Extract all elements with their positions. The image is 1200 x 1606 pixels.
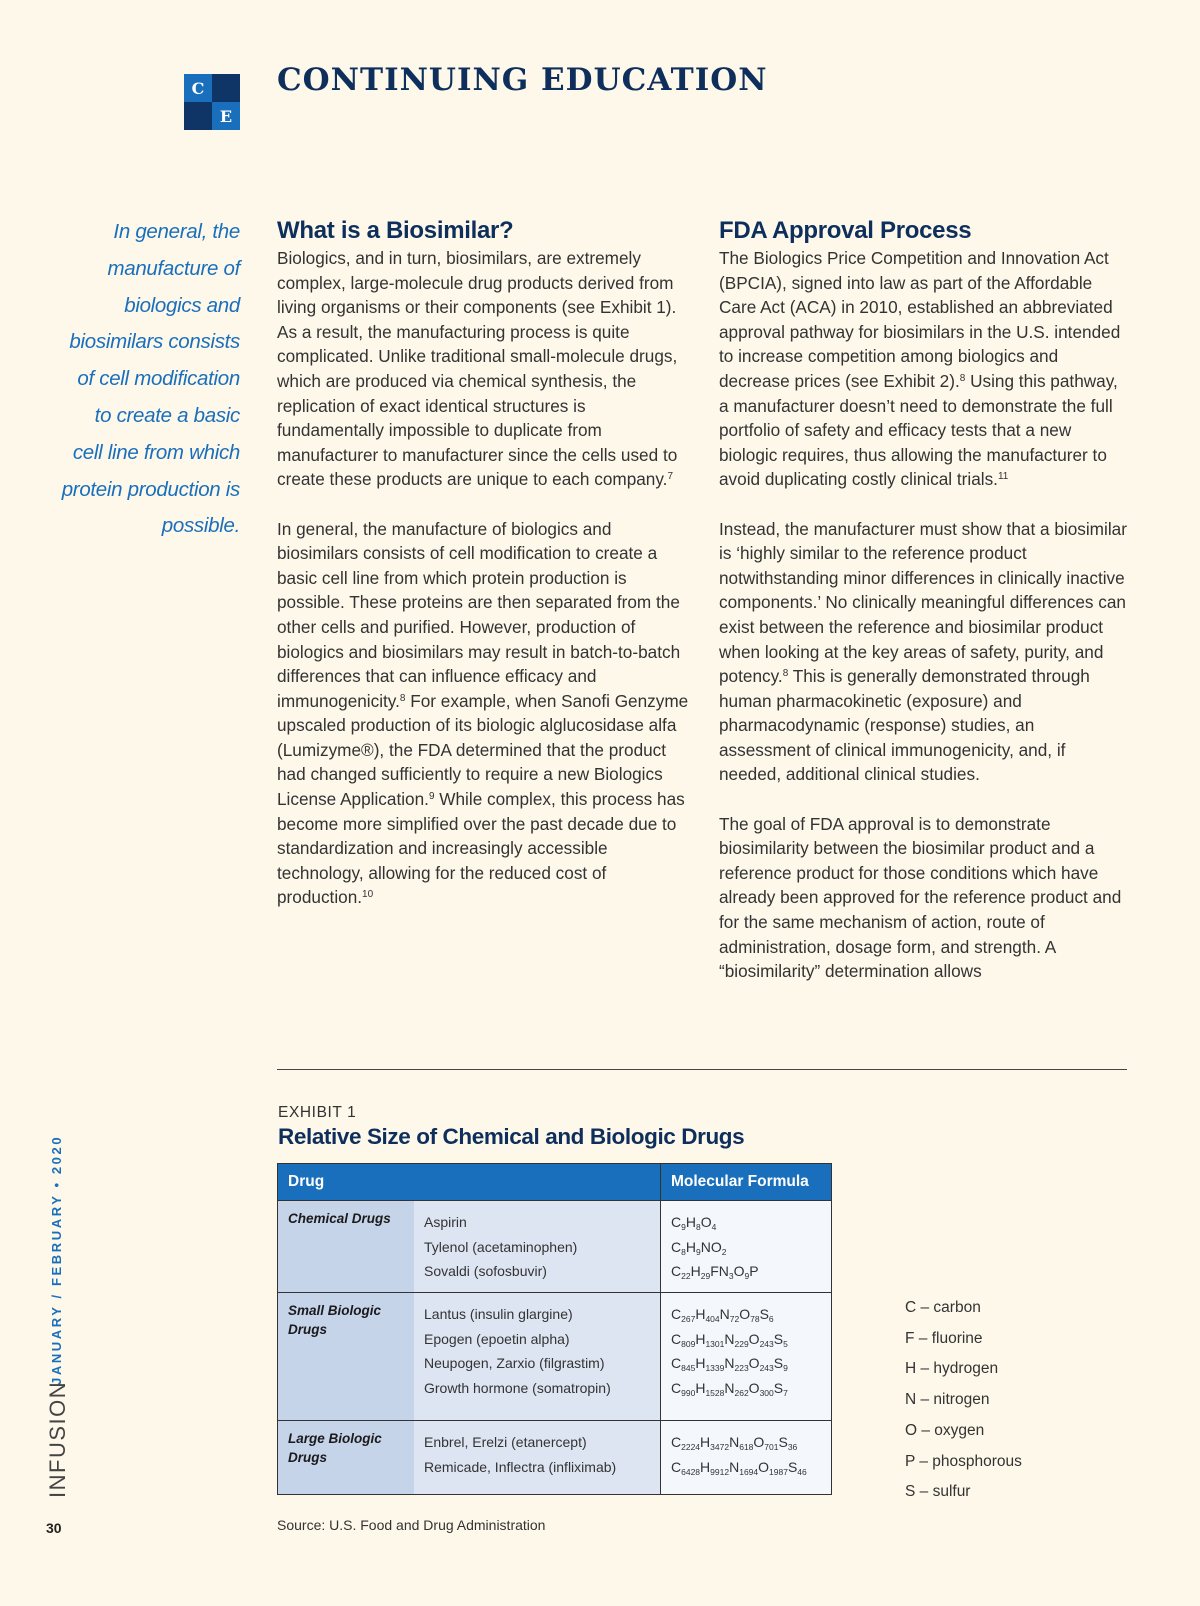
text: This is generally demonstrated through human pharmacokinetic (exposure) and pharmacodynamic (response) studies, an assessment of clinical immunogenicity, and, if needed, additional clinical studies. (719, 666, 1090, 785)
formula-count: 8 (681, 1246, 686, 1257)
formula-count: 9 (783, 1363, 788, 1374)
formula-element: C (671, 1238, 682, 1255)
article-column-left (277, 216, 689, 910)
formula-element: O (739, 1306, 751, 1322)
formula-element: H (695, 1379, 706, 1396)
element-legend (905, 1293, 1022, 1508)
formulas-cell (661, 1293, 832, 1421)
formula-count: 229 (734, 1338, 749, 1349)
formula-element: O (748, 1330, 760, 1347)
table-row (278, 1293, 832, 1421)
formula-count: 3 (728, 1271, 734, 1282)
paragraph (719, 517, 1129, 788)
formula-element: S (787, 1458, 798, 1475)
formula-element: C (671, 1379, 682, 1396)
drug-category: Small Biologic Drugs (278, 1293, 415, 1421)
molecular-formula (671, 1235, 821, 1260)
formula-count: 701 (764, 1442, 779, 1452)
text: Instead, the manufacturer must show that a biosimilar is ‘highly similar to the reference product notwithstanding minor differences in clinically inactive components.’ No clinically meaningful differences can exist between the reference and biosimilar product when looking at the key areas of safety, purity, and potency. (719, 518, 1127, 687)
column-header-formula: Molecular Formula (661, 1164, 832, 1201)
formula-element: C (671, 1458, 682, 1475)
formula-count: 5 (783, 1338, 788, 1349)
formula-element: C (671, 1434, 682, 1450)
column-header-drug: Drug (278, 1164, 661, 1201)
page-number: 30 (46, 1520, 62, 1536)
formula-count: 46 (797, 1466, 807, 1477)
drug-name: Lantus (insulin glargine) (424, 1306, 573, 1322)
formula-count: 36 (787, 1442, 798, 1452)
drug-category: Large Biologic Drugs (278, 1421, 415, 1495)
publication-brand: INFUSION (45, 1380, 70, 1498)
formula-count: 618 (739, 1442, 754, 1452)
formula-element: S (759, 1306, 769, 1322)
formula-count: 9912 (710, 1466, 730, 1477)
drug-name: Tylenol (acetaminophen) (424, 1238, 578, 1255)
formula-count: 22 (681, 1271, 691, 1282)
molecular-formula (671, 1455, 821, 1480)
formula-count: 262 (734, 1387, 749, 1398)
footnote-ref: 7 (667, 471, 674, 483)
formula-count: 809 (681, 1338, 696, 1349)
formula-count: 243 (759, 1363, 774, 1374)
formula-element: N (729, 1458, 740, 1475)
formula-count: 9 (695, 1246, 701, 1257)
drug-category: Chemical Drugs (278, 1201, 415, 1293)
drug-name: Enbrel, Erelzi (etanercept) (424, 1434, 587, 1450)
legend-item: N – nitrogen (905, 1391, 990, 1409)
molecular-formula (671, 1302, 821, 1327)
table-row (278, 1421, 832, 1495)
formula-count: 78 (750, 1314, 760, 1324)
formula-count: 3472 (710, 1442, 730, 1452)
ce-logo (184, 74, 240, 130)
formula-element: H (685, 1214, 696, 1230)
formula-element: H (695, 1330, 706, 1347)
formula-count: 845 (681, 1363, 696, 1374)
formula-element: H (695, 1306, 706, 1322)
formula-element: H (695, 1355, 706, 1372)
footnote-ref: 10 (362, 889, 374, 901)
text: The Biologics Price Competition and Innovation Act (BPCIA), signed into law as part of the Affordable Care Act (ACA) in 2010, established an abbreviated approval pathway for biosimilars in the U.S. intended to increase competition among biologics and decrease prices (see Exhibit 2). (719, 248, 1121, 391)
formula-element: C (671, 1330, 682, 1347)
formula-count: 1528 (705, 1387, 725, 1398)
formula-count: 7 (783, 1387, 788, 1398)
text: Using this pathway, a manufacturer doesn’t need to demonstrate the full portfolio of safety and efficacy tests that a new biologic requires, thus allowing the manufacturer to avoid duplicating costly clinical trials. (719, 370, 1118, 490)
footnote-ref: 8 (959, 372, 966, 384)
footnote-ref: 11 (997, 471, 1009, 483)
drug-names-cell (414, 1293, 661, 1421)
molecular-formula (671, 1376, 821, 1401)
formula-element: C (671, 1263, 682, 1280)
formula-count: 990 (681, 1387, 696, 1398)
formula-element: O (748, 1379, 760, 1396)
drug-names-cell (414, 1421, 661, 1495)
formula-element: H (690, 1263, 701, 1280)
logo-e-square: E (212, 102, 240, 130)
formula-count: 72 (729, 1314, 740, 1324)
footnote-ref: 8 (782, 668, 789, 680)
formula-count: 8 (695, 1222, 701, 1232)
heading-fda-approval: FDA Approval Process (719, 217, 972, 244)
paragraph (277, 246, 689, 492)
footnote-ref: 8 (399, 692, 406, 704)
formula-element: N (724, 1330, 735, 1347)
section-title: CONTINUING EDUCATION (277, 62, 768, 98)
formula-count: 404 (705, 1314, 720, 1324)
legend-item: O – oxygen (905, 1421, 985, 1439)
pull-quote: In general, the manufacture of biologics and biosimilars consists of cell modification to create a basic cell line from which protein production is possible. (61, 220, 240, 538)
table-header-row (278, 1164, 832, 1201)
drug-names-cell (414, 1201, 661, 1293)
formula-element: H (700, 1458, 711, 1475)
formula-element: O (748, 1355, 760, 1372)
table-row (278, 1201, 832, 1293)
formula-element: S (778, 1434, 788, 1450)
molecular-formula (671, 1430, 821, 1455)
formula-element: C (671, 1355, 682, 1372)
text: Biologics, and in turn, biosimilars, are extremely complex, large-molecule drug products derived from living organisms or their components (see Exhibit 1). As a result, the manufacturing process is quite complicated. Unlike traditional small-molecule drugs, which are produced via chemical synthesis, the replication of exact identical structures is fundamentally impossible to duplicate from manufacturer to manufacturer since the cells used to create these products are unique to each company. (277, 248, 678, 490)
molecular-formula (671, 1259, 821, 1284)
formula-element: N (719, 1306, 730, 1322)
formula-count: 223 (734, 1363, 749, 1374)
formula-element: O (758, 1458, 770, 1475)
formula-count: 1694 (739, 1466, 759, 1477)
issue-date: JANUARY / FEBRUARY • 2020 (49, 1134, 64, 1385)
formula-count: 267 (681, 1314, 696, 1324)
formula-count: 6428 (681, 1466, 701, 1477)
source-note: Source: U.S. Food and Drug Administration (277, 1517, 546, 1533)
logo-c-square: C (184, 74, 212, 102)
drug-name: Remicade, Inflectra (infliximab) (424, 1458, 617, 1475)
exhibit-title: Relative Size of Chemical and Biologic Drugs (278, 1124, 745, 1149)
formula-element: S (773, 1330, 784, 1347)
formula-count: 243 (759, 1338, 774, 1349)
formula-count: 6 (768, 1314, 774, 1324)
formula-count: 1301 (705, 1338, 725, 1349)
formula-element: FN (710, 1263, 729, 1280)
formula-count: 9 (681, 1222, 686, 1232)
divider (277, 1069, 1127, 1070)
legend-item: F – fluorine (905, 1329, 983, 1347)
footnote-ref: 9 (428, 791, 435, 803)
logo-square (212, 74, 240, 102)
formula-count: 1339 (705, 1363, 725, 1374)
formula-element: O (733, 1263, 745, 1280)
drug-name: Epogen (epoetin alpha) (424, 1330, 570, 1347)
drug-name: Aspirin (424, 1214, 467, 1230)
legend-item: S – sulfur (905, 1483, 971, 1501)
molecular-formula (671, 1351, 821, 1376)
formulas-cell (661, 1201, 832, 1293)
formula-element: C (671, 1306, 682, 1322)
formula-count: 2 (721, 1246, 727, 1257)
formula-count: 9 (744, 1271, 750, 1282)
formula-element: N (724, 1355, 735, 1372)
drug-name: Sovaldi (sofosbuvir) (424, 1263, 547, 1280)
text: In general, the manufacture of biologics and biosimilars consists of cell modification to create a basic cell line from which protein production is possible. These proteins are then separated from the other cells and purified. However, production of biologics and biosimilars may result in batch-to-batch differences that can influence efficacy and immunogenicity. (277, 518, 681, 711)
formula-element: P (749, 1263, 759, 1280)
legend-item: C – carbon (905, 1299, 981, 1316)
formula-element: O (753, 1434, 765, 1450)
formula-element: N (724, 1379, 735, 1396)
formula-element: N (729, 1434, 740, 1450)
formula-count: 29 (700, 1271, 711, 1282)
article-column-right (719, 216, 1129, 984)
paragraph (277, 517, 689, 911)
logo-square (184, 102, 212, 130)
drug-table (277, 1163, 832, 1495)
formula-element: H (685, 1238, 696, 1255)
formula-count: 4 (711, 1222, 717, 1232)
formula-count: 1987 (769, 1466, 788, 1477)
drug-name: Neupogen, Zarxio (filgrastim) (424, 1355, 605, 1372)
formulas-cell (661, 1421, 832, 1495)
text: For example, when Sanofi Genzyme upscaled production of its biologic alglucosidase alfa (Lumizyme®), the FDA determined that the product had changed sufficiently to require a new Biologics License Application. (277, 690, 689, 810)
heading-what-is-biosimilar: What is a Biosimilar? (277, 217, 514, 244)
formula-element: S (773, 1379, 784, 1396)
drug-name: Growth hormone (somatropin) (424, 1379, 611, 1396)
legend-item: P – phosphorous (905, 1452, 1022, 1470)
molecular-formula (671, 1327, 821, 1352)
legend-item: H – hydrogen (905, 1360, 999, 1378)
formula-element: NO (700, 1238, 722, 1255)
formula-element: C (671, 1214, 682, 1230)
text: While complex, this process has become more simplified over the past decade due to standardization and increasingly accessible technology, allowing for the reduced cost of production. (277, 789, 685, 908)
formula-count: 2224 (681, 1442, 701, 1452)
formula-count: 300 (759, 1387, 774, 1398)
molecular-formula (671, 1210, 821, 1235)
formula-element: H (700, 1434, 711, 1450)
exhibit-label: EXHIBIT 1 (278, 1104, 357, 1121)
formula-element: S (773, 1355, 784, 1372)
paragraph: The goal of FDA approval is to demonstrate biosimilarity between the biosimilar product and a reference product for those conditions which have already been approved for the reference product and for the same mechanism of action, route of administration, dosage form, and strength. A “biosimilarity” determination allows (719, 813, 1122, 982)
paragraph (719, 246, 1129, 492)
formula-element: O (700, 1214, 712, 1230)
